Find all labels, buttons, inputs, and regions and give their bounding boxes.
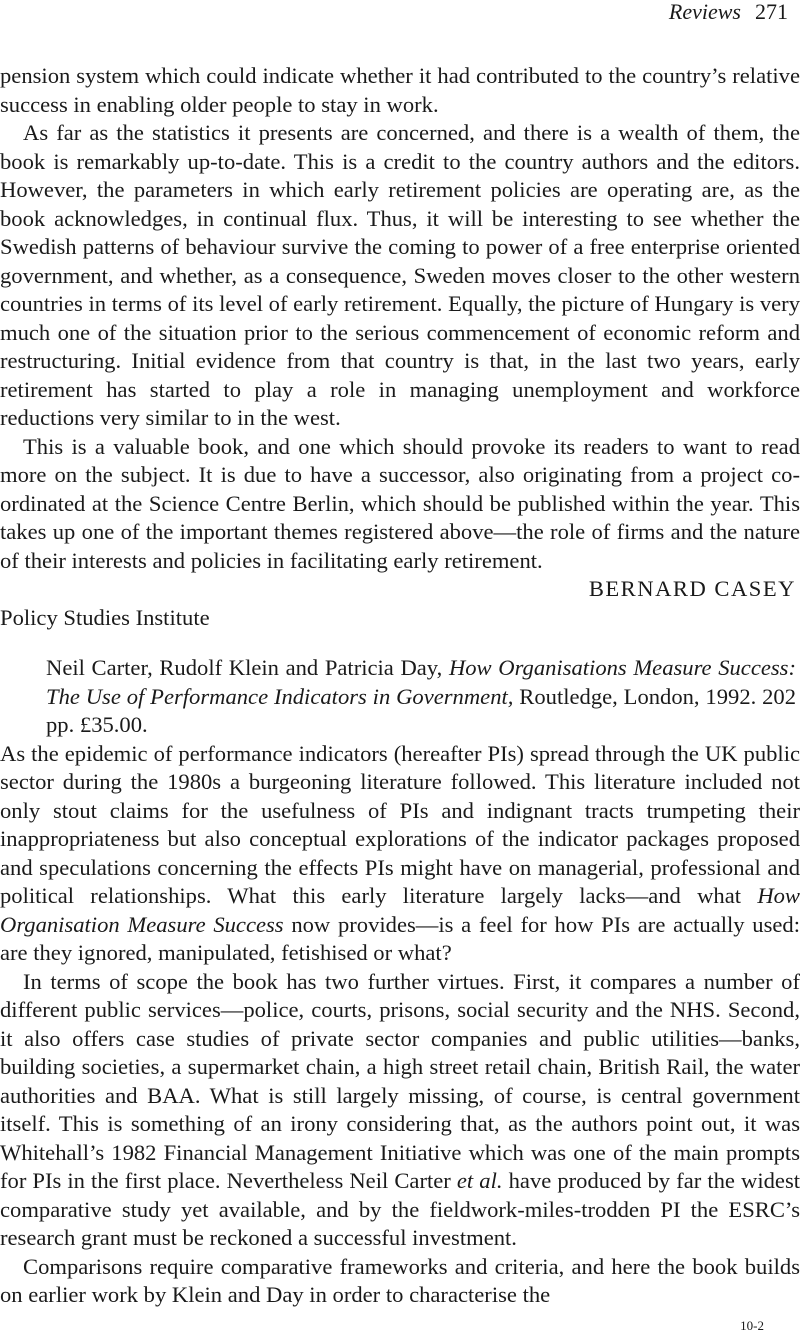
running-title: Reviews: [668, 0, 741, 24]
review2-paragraph-3: Comparisons require comparative frameworks and criteria, and here the book builds on earlier work by Klein and Day in order to characterise the: [0, 1253, 800, 1307]
review1-paragraph-3: This is a valuable book, and one which should provoke its readers to want to read more on the subject. It is due to have a successor, also originating from a project co-ordinated at the Science Centre Berlin, which should be published within the year. This takes up one of the important themes registered above—the role of firms and the nature of their interests and policies in facilitating early retirement.: [0, 433, 800, 573]
page-number: 271: [755, 0, 788, 24]
citation-authors: Neil Carter, Rudolf Klein and Patricia Day,: [46, 655, 443, 680]
review1-paragraph-2: As far as the statistics it presents are concerned, and there is a wealth of them, the book is remarkably up-to-date. This is a credit to the country authors and the editors. However, the parameters in which early retirement policies are operating are, as the book acknowledges, in continual flux. Thus, it will be interesting to see whether the Swedish patterns of behaviour survive the coming to power of a free enterprise oriented government, and whether, as a consequence, Sweden moves closer to the other western countries in terms of its level of early retirement. Equally, the picture of Hungary is very much one of the situation prior to the serious commencement of economic reform and restructuring. Initial evidence from that country is that, in the last two years, early retirement has started to play a role in managing unemployment and workforce reductions very similar to in the west.: [0, 120, 800, 430]
review1-paragraph-1: pension system which could indicate whether it had contributed to the country’s relative success in enabling older people to stay in work.: [0, 63, 800, 117]
et-al: et al.: [456, 1168, 503, 1193]
review2-paragraph-1: As the epidemic of performance indicators (hereafter PIs) spread through the UK public sector during the 1980s a burgeoning literature followed. This literature included not only stout claims for the usefulness of PIs and indignant tracts trumpeting their inappropriateness but also conceptual explorations of the indicator packages proposed and speculations concerning the effects PIs might have on managerial, professional and political relationships. What this early literature largely lacks—and what How Organisation Measure Success now provides—is a feel for how PIs are actually used: are they ignored, manipulated, fetishised or what?: [0, 740, 800, 965]
citation-publisher: Routledge, London, 1992. 202 pp. £35.00.: [46, 683, 796, 737]
reviewer-affiliation: Policy Studies Institute: [0, 604, 210, 630]
reviewer-name: BERNARD CASEY: [588, 576, 796, 601]
page-body: [0, 62, 800, 1310]
citation-title: How Organisations Measure Success: The Use of Performance Indicators in Government,: [46, 655, 796, 709]
footer-code: 10-2: [740, 1318, 764, 1333]
book-title-inline: How Organisation Measure Success: [0, 883, 800, 937]
review2-paragraph-2: In terms of scope the book has two further virtues. First, it compares a number of different public services—police, courts, prisons, social security and the NHS. Second, it also offers case studies of private sector companies and public utilities—banks, building societies, a supermarket chain, a high street retail chain, British Rail, the water authorities and BAA. What is still largely missing, of course, is central government itself. This is something of an irony considering that, as the authors point out, it was Whitehall’s 1982 Financial Management Initiative which was one of the main prompts for PIs in the first place. Nevertheless Neil Carter et al. have produced by far the widest comparative study yet available, and by the fieldwork-miles-trodden PI the ESRC’s research grant must be reckoned a successful investment.: [0, 968, 800, 1250]
running-header: [669, 0, 788, 28]
book-citation: [46, 654, 796, 740]
